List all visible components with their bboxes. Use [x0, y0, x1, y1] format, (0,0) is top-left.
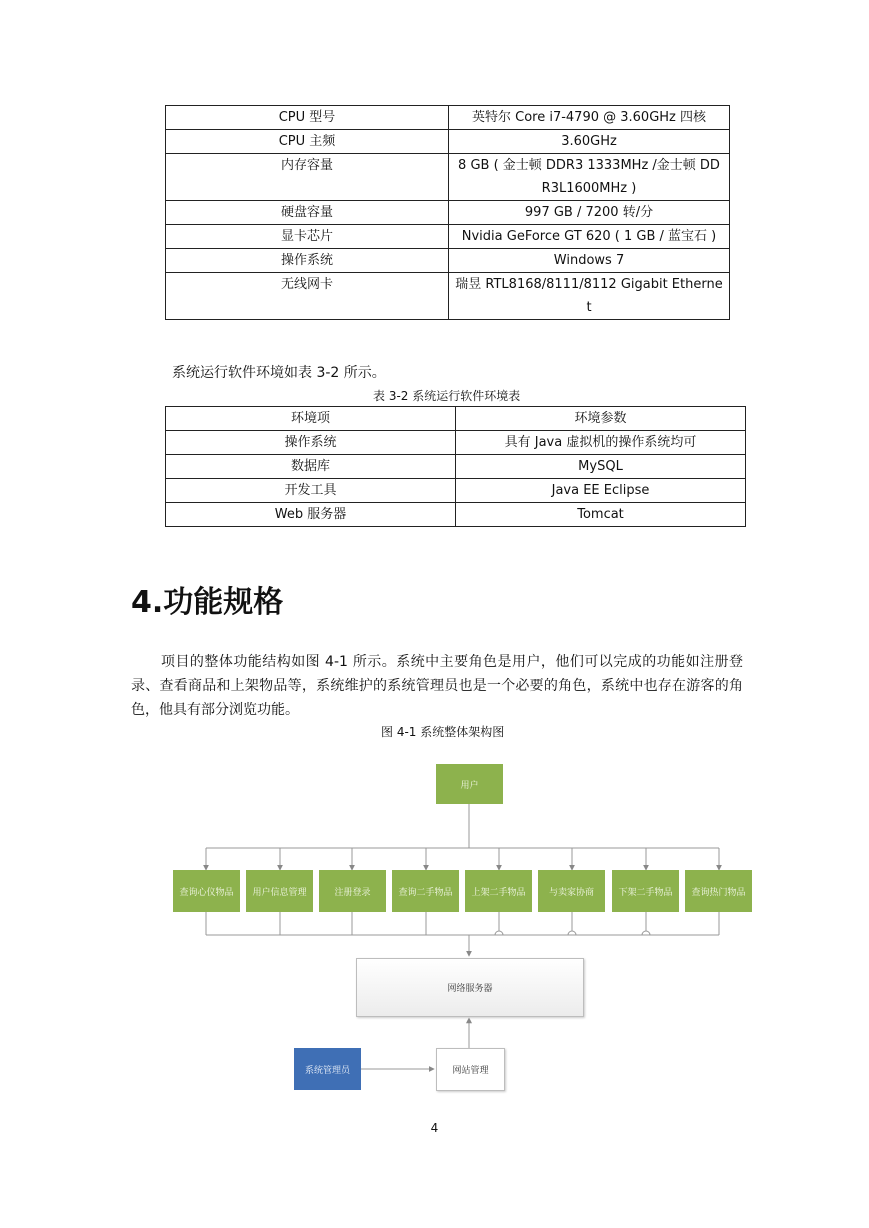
function-node: 上架二手物品 [465, 870, 532, 912]
table-cell-label: Web 服务器 [166, 503, 456, 527]
table-cell-label: 操作系统 [166, 431, 456, 455]
function-node: 下架二手物品 [612, 870, 679, 912]
table-cell-label: 硬盘容量 [166, 201, 449, 225]
table-cell-value: 3.60GHz [449, 130, 730, 154]
page-number: 4 [430, 1121, 439, 1135]
admin-node: 系统管理员 [294, 1048, 361, 1090]
function-node: 与卖家协商 [538, 870, 605, 912]
table-cell-label: 开发工具 [166, 479, 456, 503]
function-node: 查询二手物品 [392, 870, 459, 912]
table-cell-value: 997 GB / 7200 转/分 [449, 201, 730, 225]
table-cell-value: Tomcat [456, 503, 746, 527]
section-heading: 4.功能规格 [131, 585, 284, 620]
software-intro-text: 系统运行软件环境如表 3-2 所示。 [172, 365, 386, 381]
column-header: 环境参数 [456, 407, 746, 431]
table-cell-value: 8 GB ( 金士顿 DDR3 1333MHz /金士顿 DDR3L1600MHz ) [449, 154, 730, 201]
server-node: 网络服务器 [356, 958, 584, 1017]
table-cell-value: Nvidia GeForce GT 620 ( 1 GB / 蓝宝石 ) [449, 225, 730, 249]
table-cell-label: 操作系统 [166, 249, 449, 273]
body-paragraph: 项目的整体功能结构如图 4-1 所示。系统中主要角色是用户，他们可以完成的功能如注册登录、查看商品和上架物品等，系统维护的系统管理员也是一个必要的角色，系统中也存在游客的角色，他具有部分浏览功能。 [131, 654, 743, 718]
table-cell-value: 瑞昱 RTL8168/8111/8112 Gigabit Ethernet [449, 273, 730, 320]
table-cell-label: 无线网卡 [166, 273, 449, 320]
table-cell-value: MySQL [456, 455, 746, 479]
table-cell-label: 显卡芯片 [166, 225, 449, 249]
function-node: 查询热门物品 [685, 870, 752, 912]
function-node: 用户信息管理 [246, 870, 313, 912]
site-management-node: 网站管理 [436, 1048, 505, 1091]
table-cell-value: 英特尔 Core i7-4790 @ 3.60GHz 四核 [449, 106, 730, 130]
figure-caption: 图 4-1 系统整体架构图 [381, 725, 505, 739]
column-header: 环境项 [166, 407, 456, 431]
table-cell-value: Windows 7 [449, 249, 730, 273]
function-node: 查询心仪物品 [173, 870, 240, 912]
table-cell-label: 内存容量 [166, 154, 449, 201]
table-cell-value: 具有 Java 虚拟机的操作系统均可 [456, 431, 746, 455]
function-node: 注册登录 [319, 870, 386, 912]
table-cell-label: CPU 型号 [166, 106, 449, 130]
table-caption: 表 3-2 系统运行软件环境表 [373, 389, 521, 403]
table-cell-value: Java EE Eclipse [456, 479, 746, 503]
table-cell-label: CPU 主频 [166, 130, 449, 154]
table-cell-label: 数据库 [166, 455, 456, 479]
user-node: 用户 [436, 764, 503, 804]
